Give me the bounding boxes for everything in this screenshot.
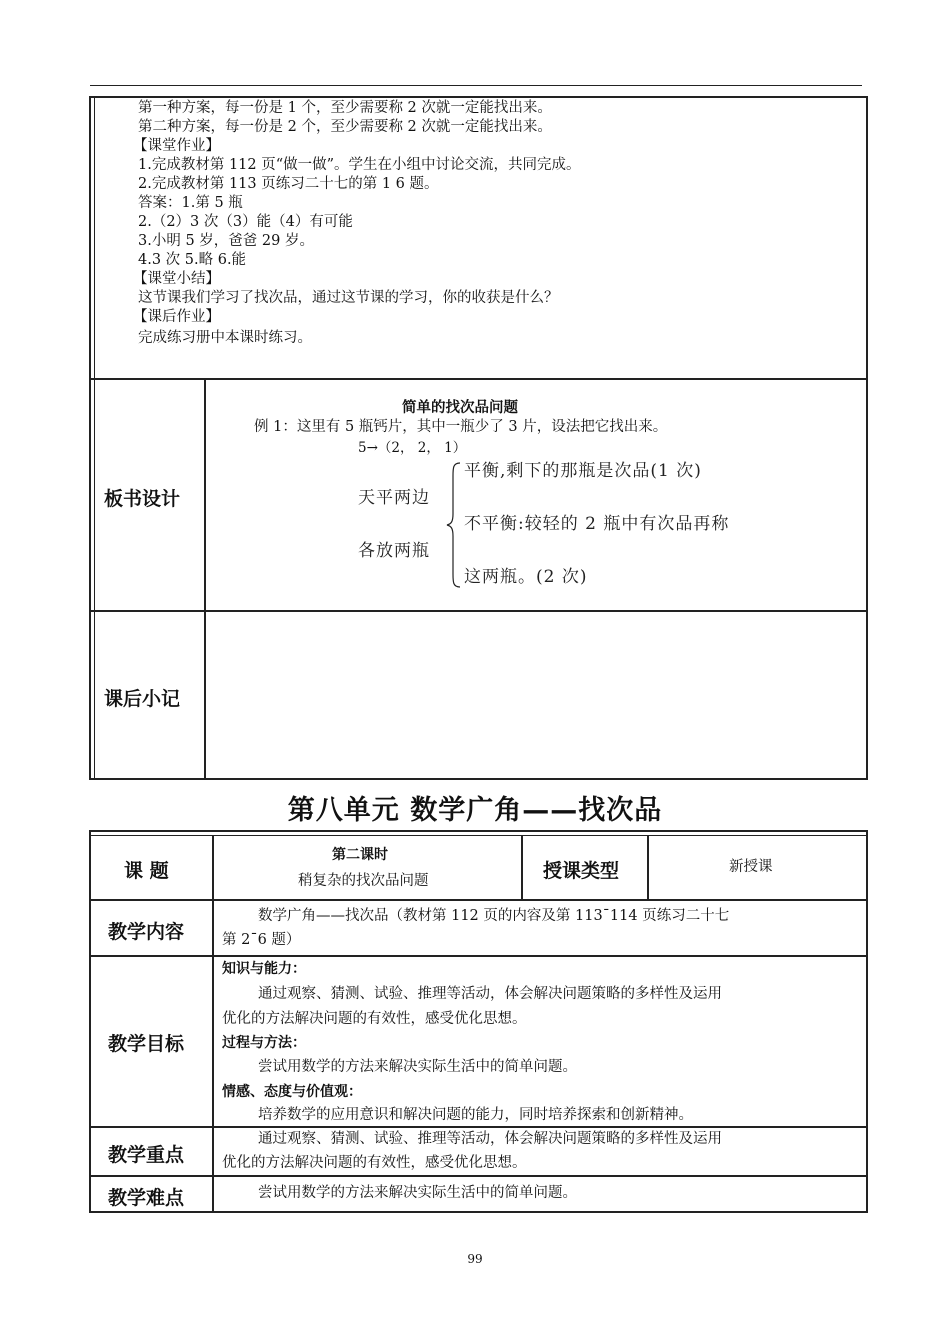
- lesson-period: 第二课时: [332, 847, 388, 863]
- content-line: 数学广角——找次品（教材第 112 页的内容及第 113¯114 页练习二十七: [258, 908, 730, 924]
- text-line: 完成练习册中本课时练习。: [138, 330, 312, 346]
- content-label: 教学内容: [108, 921, 185, 943]
- board-left-line1: 天平两边: [358, 488, 430, 508]
- board-branch2: 不平衡:较轻的 2 瓶中有次品再称: [464, 514, 730, 534]
- reflection-label: 课后小记: [104, 688, 181, 710]
- top-table-inner-left: [94, 96, 95, 780]
- text-line: 3.小明 5 岁，爸爸 29 岁。: [138, 233, 314, 249]
- difficulty-label: 教学难点: [108, 1187, 185, 1209]
- board-branch1: 平衡,剩下的那瓶是次品(1 次): [464, 461, 702, 481]
- curly-brace-icon: [446, 462, 462, 588]
- text-line: 2.完成教材第 113 页练习二十七的第 1 6 题。: [138, 176, 439, 192]
- text-line: 4.3 次 5.略 6.能: [138, 252, 247, 268]
- type-label: 授课类型: [543, 860, 620, 882]
- key-points-label: 教学重点: [108, 1144, 185, 1166]
- header-rule: [90, 85, 862, 86]
- key-line: 优化的方法解决问题的有效性，感受优化思想。: [222, 1155, 527, 1171]
- col-divider: [647, 835, 649, 899]
- goals-label: 教学目标: [108, 1033, 185, 1055]
- difficulty-line: 尝试用数学的方法来解决实际生活中的简单问题。: [258, 1185, 577, 1201]
- text-line: 答案：1.第 5 瓶: [138, 195, 243, 211]
- goal-line: 优化的方法解决问题的有效性，感受优化思想。: [222, 1011, 527, 1027]
- text-line: 【课堂小结】: [133, 271, 220, 287]
- board-title: 简单的找次品问题: [402, 400, 518, 416]
- row-divider: [89, 955, 868, 957]
- board-split: 5→（2， 2， 1）: [358, 440, 467, 456]
- unit-title: 第八单元 数学广角——找次品: [287, 795, 663, 826]
- row-divider: [89, 899, 868, 901]
- goal-line: 尝试用数学的方法来解决实际生活中的简单问题。: [258, 1059, 577, 1075]
- goal-heading: 知识与能力：: [222, 961, 306, 977]
- board-design-label: 板书设计: [104, 488, 181, 510]
- goal-heading: 过程与方法：: [222, 1035, 306, 1051]
- page-number: 99: [467, 1252, 483, 1266]
- goal-line: 通过观察、猜测、试验、推理等活动，体会解决问题策略的多样性及运用: [258, 986, 722, 1002]
- text-line: 2.（2）3 次（3）能（4）有可能: [138, 214, 353, 230]
- text-line: 1.完成教材第 112 页“做一做”。学生在小组中讨论交流，共同完成。: [138, 157, 581, 173]
- goal-heading: 情感、态度与价值观：: [222, 1084, 362, 1100]
- board-branch3: 这两瓶。(2 次): [464, 567, 588, 587]
- topic-label: 课 题: [124, 860, 169, 882]
- content-line: 第 2¯6 题）: [222, 932, 301, 948]
- board-left-line2: 各放两瓶: [358, 541, 430, 561]
- row-divider: [89, 1126, 868, 1128]
- lesson-topic: 稍复杂的找次品问题: [298, 873, 429, 889]
- text-line: 这节课我们学习了找次品，通过这节课的学习，你的收获是什么？: [138, 290, 559, 306]
- row-divider-2: [89, 610, 868, 612]
- text-line: 【课后作业】: [133, 309, 220, 325]
- row-divider: [89, 1175, 868, 1177]
- text-line: 【课堂作业】: [133, 138, 220, 154]
- lesson-table-inner-top: [89, 835, 868, 836]
- text-line: 第二种方案，每一份是 2 个，至少需要称 2 次就一定能找出来。: [138, 119, 552, 135]
- label-column-divider: [204, 378, 206, 778]
- lesson-label-divider: [212, 835, 214, 1211]
- board-example: 例 1：这里有 5 瓶钙片，其中一瓶少了 3 片，设法把它找出来。: [254, 419, 668, 435]
- col-divider: [521, 835, 523, 899]
- key-line: 通过观察、猜测、试验、推理等活动，体会解决问题策略的多样性及运用: [258, 1131, 722, 1147]
- type-value: 新授课: [729, 859, 773, 875]
- text-line: 第一种方案，每一份是 1 个，至少需要称 2 次就一定能找出来。: [138, 100, 552, 116]
- row-divider-1: [89, 378, 868, 380]
- goal-line: 培养数学的应用意识和解决问题的能力，同时培养探索和创新精神。: [258, 1107, 693, 1123]
